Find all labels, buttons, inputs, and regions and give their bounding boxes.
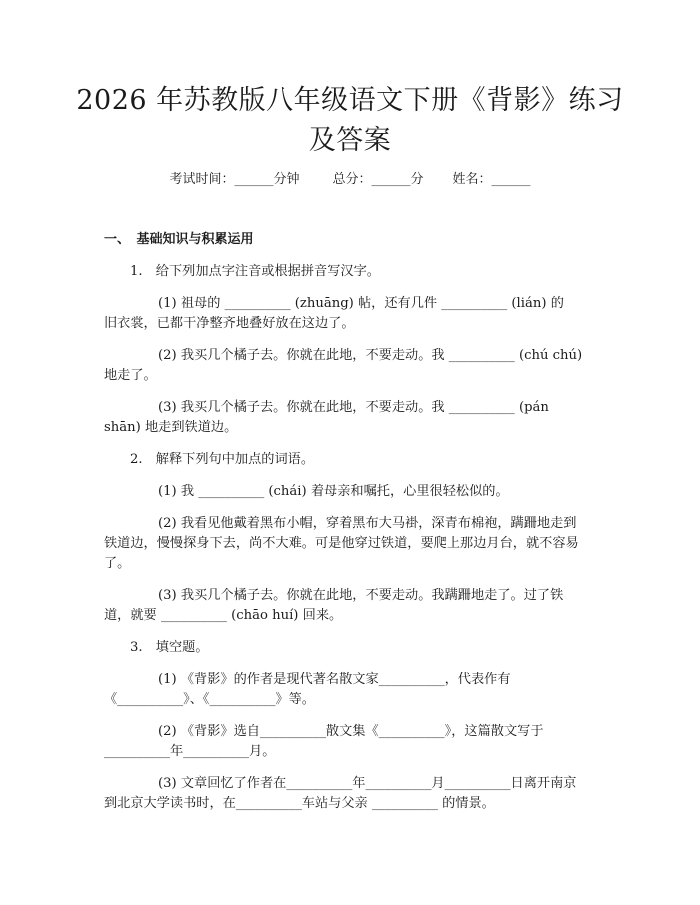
exam-name: 姓名：______ <box>452 172 531 187</box>
exam-time: 考试时间：______分钟 <box>169 172 300 187</box>
q1-item2-line1: (2) 我买几个橘子去。你就在此地，不要走动。我 __________ (chú chú) <box>158 348 583 363</box>
q1-item3-line2: shān) 地走到铁道边。 <box>104 420 238 435</box>
q3-item2-line2: __________年__________月。 <box>104 744 276 759</box>
q2-item2-line2: 铁道边，慢慢探身下去，尚不大难。可是他穿过铁道，要爬上那边月台，就不容易 <box>104 536 579 551</box>
q3-item2-line1: (2) 《背影》选自__________散文集《__________》，这篇散文写于 <box>158 724 544 739</box>
q3-item1-line1: (1) 《背影》的作者是现代著名散文家__________，代表作有 <box>158 672 511 687</box>
document-title-line2: 及答案 <box>308 125 392 156</box>
question-2-stem: 2. 解释下列句中加点的词语。 <box>130 452 315 467</box>
q2-item3-line2: 道，就要 __________ (chāo huí) 回来。 <box>104 608 343 623</box>
q1-item1-line2: 旧衣裳，已都干净整齐地叠好放在这边了。 <box>104 316 355 331</box>
question-3-stem: 3. 填空题。 <box>130 640 209 655</box>
q3-item3-line1: (3) 文章回忆了作者在__________年__________月__________日离开南京 <box>158 776 577 791</box>
q3-item3-line2: 到北京大学读书时，在__________车站与父亲 __________ 的情景。 <box>104 796 495 811</box>
section-heading: 一、 基础知识与积累运用 <box>104 232 254 247</box>
exam-score: 总分：______分 <box>332 172 424 187</box>
q2-item3-line1: (3) 我买几个橘子去。你就在此地，不要走动。我蹒跚地走了。过了铁 <box>158 588 564 603</box>
q1-item1-line1: (1) 祖母的 __________ (zhuāng) 帖，还有几件 __________ (lián) 的 <box>158 296 564 311</box>
q1-item3-line1: (3) 我买几个橘子去。你就在此地，不要走动。我 __________ (pán <box>158 400 549 415</box>
document-title-line1: 2026 年苏教版八年级语文下册《背影》练习 <box>76 85 624 116</box>
q2-item1-line1: (1) 我 __________ (chái) 着母亲和嘱托，心里很轻松似的。 <box>158 484 509 499</box>
q3-item1-line2: 《__________》、《__________》等。 <box>104 692 315 707</box>
q1-item2-line2: 地走了。 <box>104 368 157 383</box>
q2-item2-line1: (2) 我看见他戴着黑布小帽，穿着黑布大马褂，深青布棉袍，蹒跚地走到 <box>158 516 577 531</box>
q2-item2-line3: 了。 <box>104 556 131 571</box>
question-1-stem: 1. 给下列加点字注音或根据拼音写汉字。 <box>130 264 380 279</box>
exam-info <box>0 168 700 187</box>
